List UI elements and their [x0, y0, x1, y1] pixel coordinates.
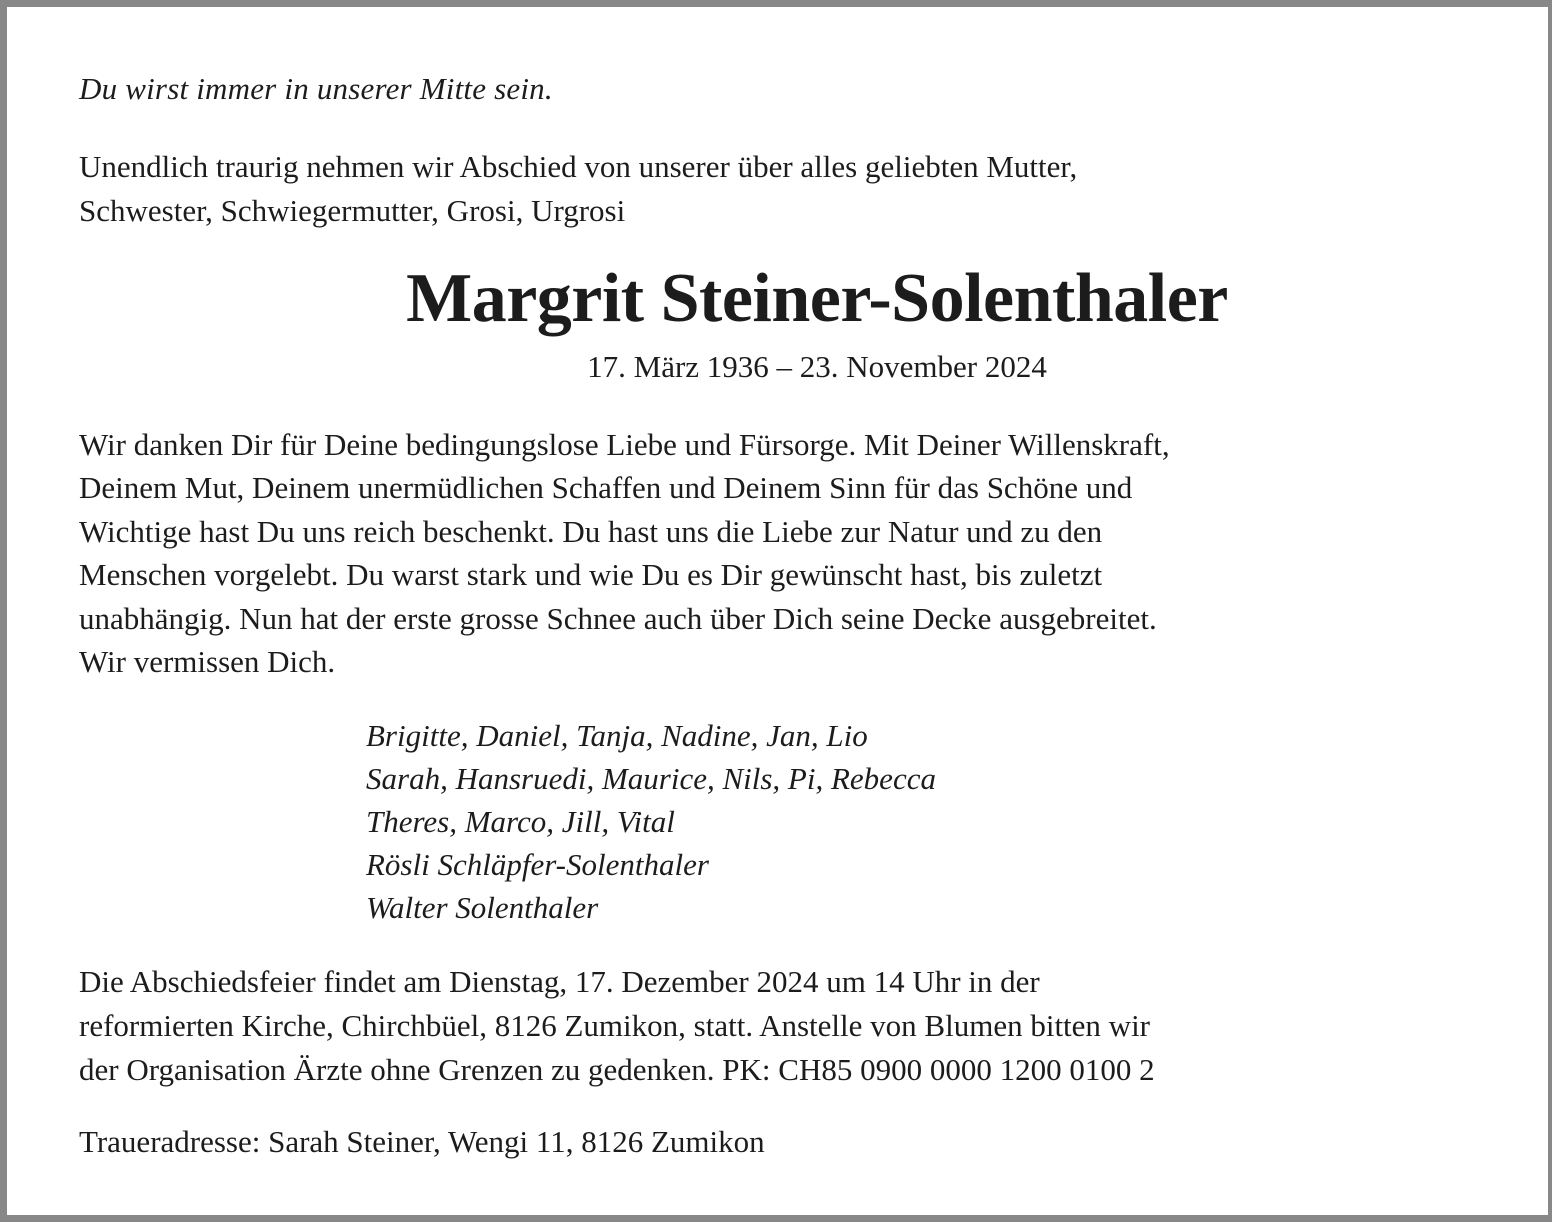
motto: Du wirst immer in unserer Mitte sein. — [79, 71, 553, 106]
mourning-address: Traueradresse: Sarah Steiner, Wengi 11, 8126 Zumikon — [79, 1124, 765, 1159]
ceremony-paragraph — [79, 960, 1155, 1092]
deceased-name: Margrit Steiner-Solenthaler — [406, 260, 1228, 337]
tribute-line: Wichtige hast Du uns reich beschenkt. Du hast uns die Liebe zur Natur und zu den — [79, 513, 1103, 549]
intro-line: Schwester, Schwiegermutter, Grosi, Urgrosi — [79, 193, 626, 228]
mourner-line: Brigitte, Daniel, Tanja, Nadine, Jan, Lio — [366, 718, 868, 753]
tribute-line: Wir vermissen Dich. — [79, 644, 336, 680]
mourner-line: Theres, Marco, Jill, Vital — [366, 804, 675, 839]
tribute-paragraph — [79, 423, 1170, 683]
mourner-line: Rösli Schläpfer-Solenthaler — [366, 847, 709, 882]
ceremony-line: der Organisation Ärzte ohne Grenzen zu gedenken. PK: CH85 0900 0000 1200 0100 2 — [79, 1052, 1155, 1087]
mourner-line: Walter Solenthaler — [366, 890, 599, 925]
tribute-line: Wir danken Dir für Deine bedingungslose Liebe und Fürsorge. Mit Deiner Willenskraft, — [79, 427, 1170, 462]
intro-paragraph — [79, 145, 1077, 233]
life-dates: 17. März 1936 – 23. November 2024 — [587, 349, 1047, 384]
mourners-list — [366, 714, 936, 929]
mourner-line: Sarah, Hansruedi, Maurice, Nils, Pi, Rebecca — [366, 761, 936, 796]
intro-line: Unendlich traurig nehmen wir Abschied von unserer über alles geliebten Mutter, — [79, 149, 1078, 184]
tribute-line: Menschen vorgelebt. Du warst stark und wie Du es Dir gewünscht hast, bis zuletzt — [79, 557, 1103, 593]
tribute-line: unabhängig. Nun hat der erste grosse Schnee auch über Dich seine Decke ausgebreitet. — [79, 600, 1157, 636]
tribute-line: Deinem Mut, Deinem unermüdlichen Schaffen und Deinem Sinn für das Schöne und — [79, 470, 1133, 506]
ceremony-line: reformierten Kirche, Chirchbüel, 8126 Zumikon, statt. Anstelle von Blumen bitten wir — [79, 1008, 1150, 1043]
ceremony-line: Die Abschiedsfeier findet am Dienstag, 17. Dezember 2024 um 14 Uhr in der — [79, 964, 1040, 999]
